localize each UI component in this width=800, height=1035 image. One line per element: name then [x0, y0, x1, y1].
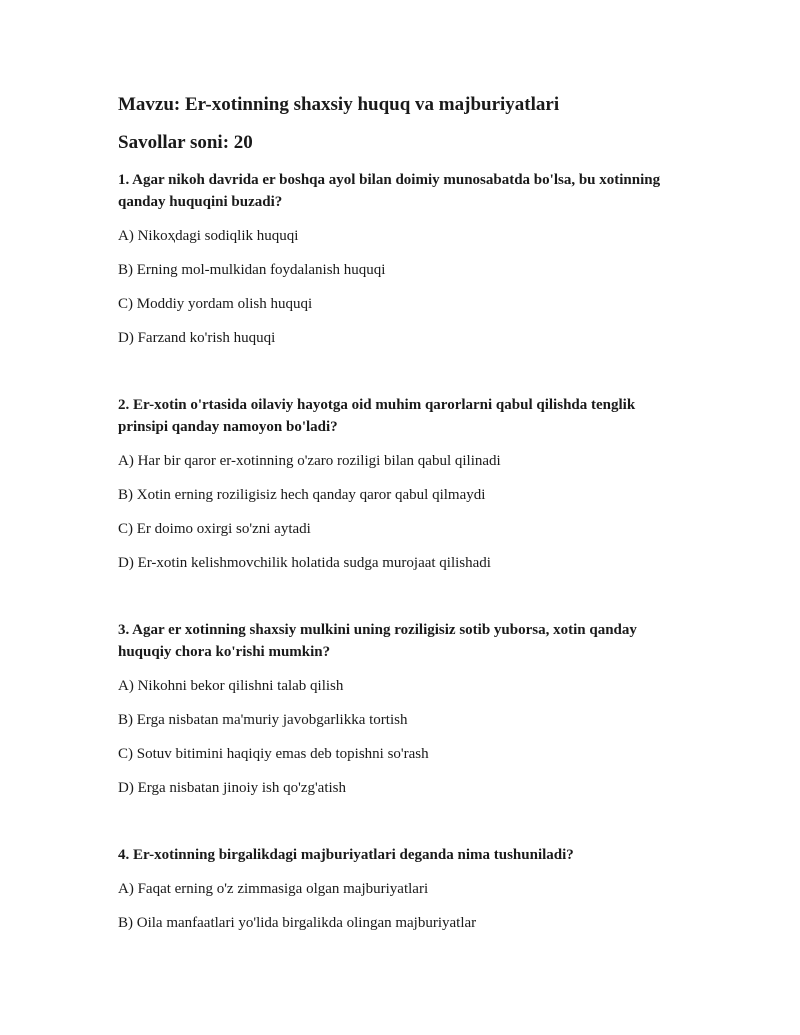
answer-option-b: B) Erga nisbatan ma'muriy javobgarlikka tortish — [118, 712, 408, 728]
document-content — [118, 93, 678, 933]
page-title: Mavzu: Er-xotinning shaxsiy huquq va majburiyatlari — [118, 94, 560, 115]
answer-option-a: A) Har bir qaror er-xotinning o'zaro roziligi bilan qabul qilinadi — [118, 453, 501, 469]
answer-option-c: C) Er doimo oxirgi so'zni aytadi — [118, 521, 311, 537]
question-text: 4. Er-xotinning birgalikdagi majburiyatlari deganda nima tushuniladi? — [118, 847, 574, 863]
question-text: 2. Er-xotin o'rtasida oilaviy hayotga oid muhim qarorlarni qabul qilishda tenglik prinsipi qanday namoyon bo'ladi? — [118, 397, 636, 435]
answer-option-a: A) Faqat erning o'z zimmasiga olgan majburiyatlari — [118, 881, 429, 897]
question-count: Savollar soni: 20 — [118, 132, 253, 153]
answer-option-b: B) Xotin erning roziligisiz hech qanday qaror qabul qilmaydi — [118, 487, 486, 503]
question-text: 1. Agar nikoh davrida er boshqa ayol bilan doimiy munosabatda bo'lsa, bu xotinning qanday huquqini buzadi? — [118, 172, 661, 210]
answer-option-c: C) Sotuv bitimini haqiqiy emas deb topishni so'rash — [118, 746, 429, 762]
answer-option-a: A) Nikoҳdagi sodiqlik huquqi — [118, 228, 299, 244]
answer-option-d: D) Farzand ko'rish huquqi — [118, 330, 276, 346]
answer-option-d: D) Erga nisbatan jinoiy ish qo'zg'atish — [118, 780, 347, 796]
answer-option-b: B) Erning mol-mulkidan foydalanish huquqi — [118, 262, 386, 278]
answer-option-c: C) Moddiy yordam olish huquqi — [118, 296, 313, 312]
question-3 — [118, 619, 678, 798]
question-4 — [118, 844, 678, 933]
answer-option-a: A) Nikohni bekor qilishni talab qilish — [118, 678, 344, 694]
question-2 — [118, 394, 678, 573]
answer-option-d: D) Er-xotin kelishmovchilik holatida sudga murojaat qilishadi — [118, 555, 491, 571]
question-text: 3. Agar er xotinning shaxsiy mulkini uning roziligisiz sotib yuborsa, xotin qanday huquqiy chora ko'rishi mumkin? — [118, 622, 637, 660]
question-1 — [118, 169, 678, 348]
answer-option-b: B) Oila manfaatlari yo'lida birgalikda olingan majburiyatlar — [118, 915, 477, 931]
